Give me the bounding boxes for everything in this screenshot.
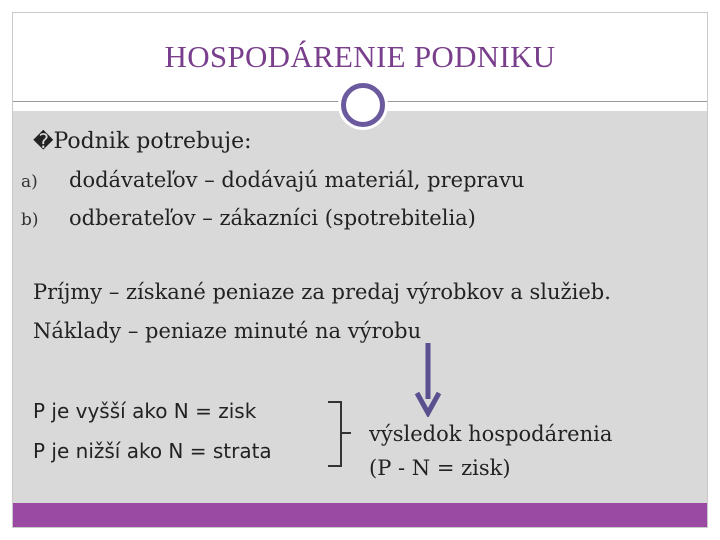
list-item — [13, 206, 476, 230]
bracket-tick — [342, 432, 351, 434]
intro-bullet-icon: � — [33, 129, 54, 153]
bracket-brace — [328, 401, 342, 467]
definition-income: Príjmy – získané peniaze za predaj výrobkov a služieb. — [33, 280, 611, 304]
rule-loss: P je nižší ako N = strata — [33, 439, 272, 463]
circle-ornament-icon — [341, 83, 385, 127]
list-item-text: odberateľov – zákazníci (spotrebitelia) — [69, 206, 476, 230]
slide-title: HOSPODÁRENIE PODNIKU — [164, 39, 556, 74]
list-marker: a) — [21, 172, 38, 192]
content-area — [13, 111, 707, 503]
arrow-down-icon — [413, 343, 443, 417]
definition-costs: Náklady – peniaze minuté na výrobu — [33, 319, 422, 343]
bottom-accent-bar — [13, 503, 707, 527]
result-label: výsledok hospodárenia — [369, 422, 613, 446]
list-item-text: dodávateľov – dodávajú materiál, prepravu — [69, 168, 525, 192]
result-formula: (P - N = zisk) — [369, 456, 511, 480]
intro-line — [33, 129, 252, 154]
list-item — [13, 168, 524, 192]
rule-profit: P je vyšší ako N = zisk — [33, 399, 257, 423]
intro-text: Podnik potrebuje: — [53, 129, 252, 154]
slide — [12, 12, 708, 528]
list-marker: b) — [21, 210, 39, 230]
